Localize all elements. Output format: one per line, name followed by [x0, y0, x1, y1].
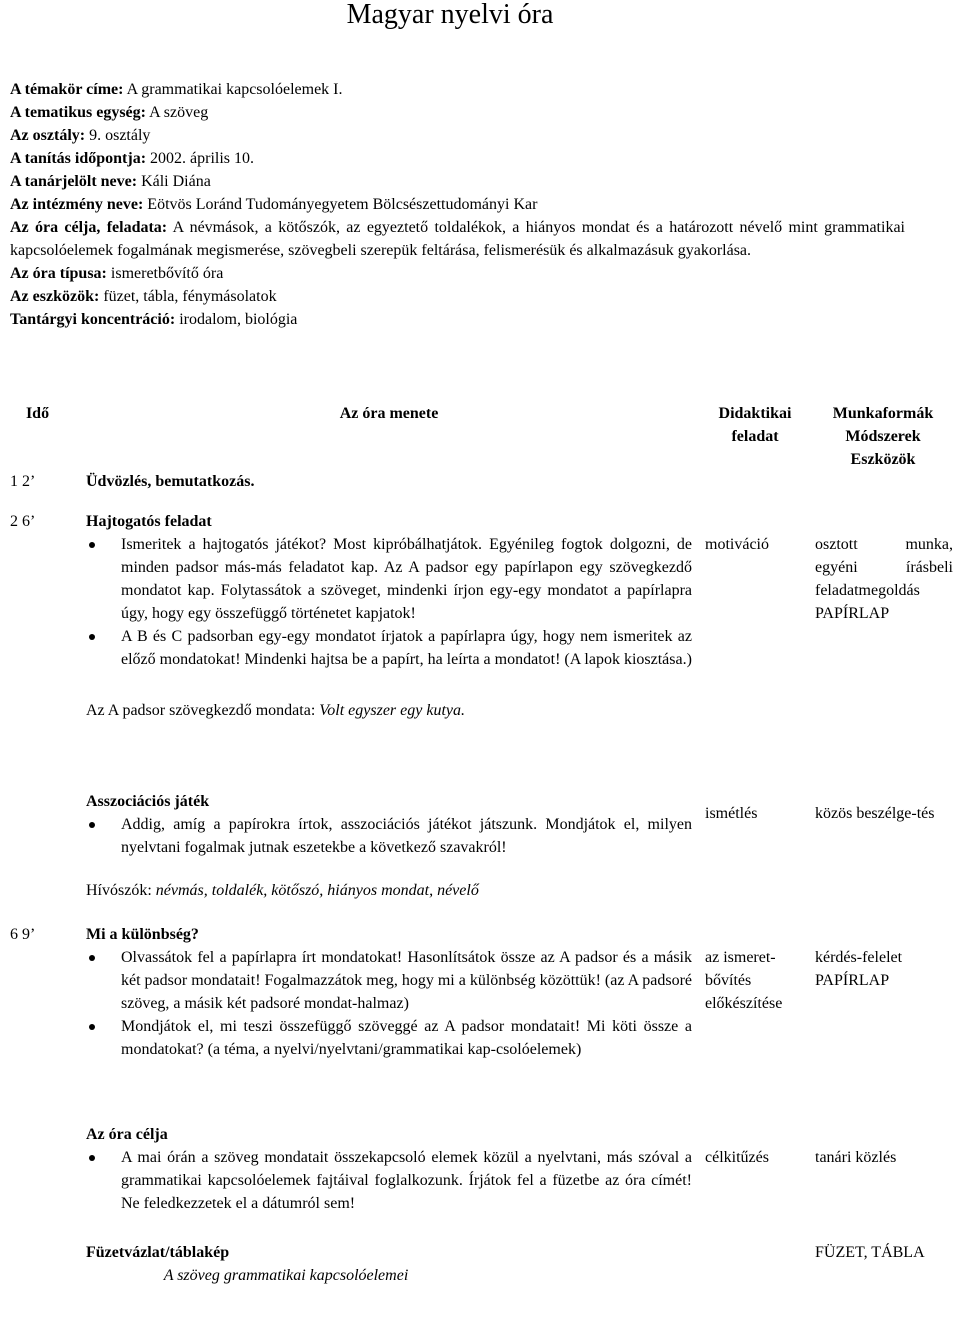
meta-institution — [10, 193, 905, 216]
row-title: Üdvözlés, bemutatkozás. — [86, 473, 255, 490]
meta-value: ismeretbővítő óra — [106, 265, 224, 282]
page-title: Magyar nyelvi óra — [346, 0, 554, 30]
meta-value: 9. osztály — [85, 127, 151, 144]
list-item: Mondjátok el, mi teszi összefüggő szöveggé az A padsor mondatait! Mi köti össze a mondatokat? (a téma, a nyelvi/nyelvtani/grammatikai kap-csolóelemek) — [86, 1015, 692, 1061]
row-time: 2 6’ — [10, 513, 36, 530]
starter-value: Volt egyszer egy kutya. — [319, 702, 466, 719]
meta-label: Tantárgyi koncentráció: — [10, 311, 176, 328]
list-item: A B és C padsorban egy-egy mondatot írjatok a papírlapra úgy, hogy nem ismeritek az előző mondatokat! Mindenki hajtsa be a papírt, ha leírta a mondatot! (A lapok kiosztása.) — [86, 625, 692, 671]
header-methods: Munkaformák Módszerek Eszközök — [832, 405, 934, 468]
table-row — [10, 1123, 955, 1241]
meta-value: Káli Diána — [137, 173, 211, 190]
row-title: Füzetvázlat/táblakép — [86, 1244, 230, 1261]
row-didactic: az ismeret-bővítés előkészítése — [705, 949, 783, 1012]
meta-value: 2002. április 10. — [146, 150, 255, 167]
meta-value: irodalom, biológia — [175, 311, 298, 328]
header-didactic: Didaktikai feladat — [718, 405, 792, 445]
hint-label: Hívószók: — [86, 882, 156, 899]
meta-unit — [10, 101, 905, 124]
row-methods: tanári közlés — [815, 1149, 897, 1166]
meta-type — [10, 262, 905, 285]
list-item: Ismeritek a hajtogatós játékot? Most kipróbálhatjátok. Egyénileg fogtok dolgozni, de minden padsor más-más feladatot kap. Az A padsor egy papírlapon egy szövegkezdő mondatot kap. Folytassátok a szöveget, mindenki írjon egy-egy mondatot a papírlapra úgy, hogy egy összefüggő történetet kapjatok! — [86, 533, 692, 625]
row-content — [86, 510, 692, 722]
row-content — [86, 923, 692, 1061]
meta-label: Az eszközök: — [10, 288, 100, 305]
meta-topic — [10, 78, 905, 101]
row-title: Mi a különbség? — [86, 926, 199, 943]
row-didactic: célkitűzés — [705, 1149, 769, 1166]
meta-label: A témakör címe: — [10, 81, 124, 98]
meta-label: Az óra típusa: — [10, 265, 107, 282]
lesson-metadata — [10, 78, 905, 331]
row-title: Hajtogatós feladat — [86, 513, 212, 530]
lesson-plan-table — [10, 400, 955, 1291]
list-item: Addig, amíg a papírokra írtok, asszociációs játékot játszunk. Mondjátok el, milyen nyelvtani fogalmak jutnak eszetekbe a következő szavakról! — [86, 813, 692, 859]
row-subtitle: A szöveg grammatikai kapcsolóelemei — [163, 1267, 409, 1284]
bullet-list — [86, 1146, 692, 1215]
header-course: Az óra menete — [339, 405, 439, 422]
row-content — [86, 790, 692, 902]
row-didactic: motiváció — [705, 536, 769, 553]
methods-line: kérdés-felelet — [815, 949, 903, 966]
table-row — [10, 470, 955, 510]
hint-value: névmás, toldalék, kötőszó, hiányos mondat, névelő — [155, 882, 479, 899]
row-methods: közös beszélge-tés — [815, 805, 935, 822]
table-row — [10, 510, 955, 790]
meta-label: A tanárjelölt neve: — [10, 173, 138, 190]
bullet-list — [86, 533, 692, 671]
meta-teacher — [10, 170, 905, 193]
row-time: 1 2’ — [10, 473, 36, 490]
row-title: Asszociációs játék — [86, 793, 210, 810]
meta-goal — [10, 216, 905, 262]
methods-line: PAPÍRLAP — [815, 972, 890, 989]
meta-value: A szöveg — [145, 104, 209, 121]
row-title: Az óra célja — [86, 1126, 168, 1143]
hint-words — [86, 879, 692, 902]
meta-class — [10, 124, 905, 147]
row-content — [86, 1241, 692, 1287]
meta-label: A tanítás időpontja: — [10, 150, 147, 167]
row-methods: osztott munka, egyéni írásbeli feladatmegoldás PAPÍRLAP — [815, 536, 953, 622]
row-methods: FÜZET, TÁBLA — [815, 1244, 925, 1261]
table-row — [10, 1241, 955, 1291]
bullet-list — [86, 813, 692, 859]
list-item: A mai órán a szöveg mondatait összekapcsoló elemek közül a nyelvtani, más szóval a grammatikai kapcsolóelemek fajtáival foglalkozunk. Írjátok fel a füzetbe az óra címét! Ne feledkezzetek el a dátumról sem! — [86, 1146, 692, 1215]
meta-label: Az intézmény neve: — [10, 196, 144, 213]
row-content — [86, 1123, 692, 1215]
row-time: 6 9’ — [10, 926, 36, 943]
meta-date — [10, 147, 905, 170]
starter-sentence — [86, 699, 692, 722]
table-row — [10, 790, 955, 923]
meta-value: füzet, tábla, fénymásolatok — [99, 288, 277, 305]
meta-label: A tematikus egység: — [10, 104, 146, 121]
row-methods — [815, 946, 953, 992]
row-didactic: ismétlés — [705, 805, 758, 822]
meta-label: Az óra célja, feladata: — [10, 219, 168, 236]
starter-label: Az A padsor szövegkezdő mondata: — [86, 702, 320, 719]
meta-tools — [10, 285, 905, 308]
meta-value: A névmások, a kötőszók, az egyeztető toldalékok, a hiányos mondat és a határozott névelő mint grammatikai kapcsolóelemek fogalmának megismerése, szövegbeli szerepük feltárása, felismerésük és alkalmazásuk gyakorlása. — [10, 219, 905, 259]
meta-value: Eötvös Loránd Tudományegyetem Bölcsészettudományi Kar — [143, 196, 538, 213]
table-header — [10, 400, 955, 470]
header-time: Idő — [25, 405, 50, 422]
table-row — [10, 923, 955, 1123]
meta-concentration — [10, 308, 905, 331]
bullet-list — [86, 946, 692, 1061]
list-item: Olvassátok fel a papírlapra írt mondatokat! Hasonlítsátok össze az A padsor és a másik két padsor mondatait! Fogalmazzátok meg, hogy mi a különbség közöttük! (az A padsoré szöveg, a másik két padsoré mondat-halmaz) — [86, 946, 692, 1015]
meta-label: Az osztály: — [10, 127, 86, 144]
meta-value: A grammatikai kapcsolóelemek I. — [123, 81, 343, 98]
